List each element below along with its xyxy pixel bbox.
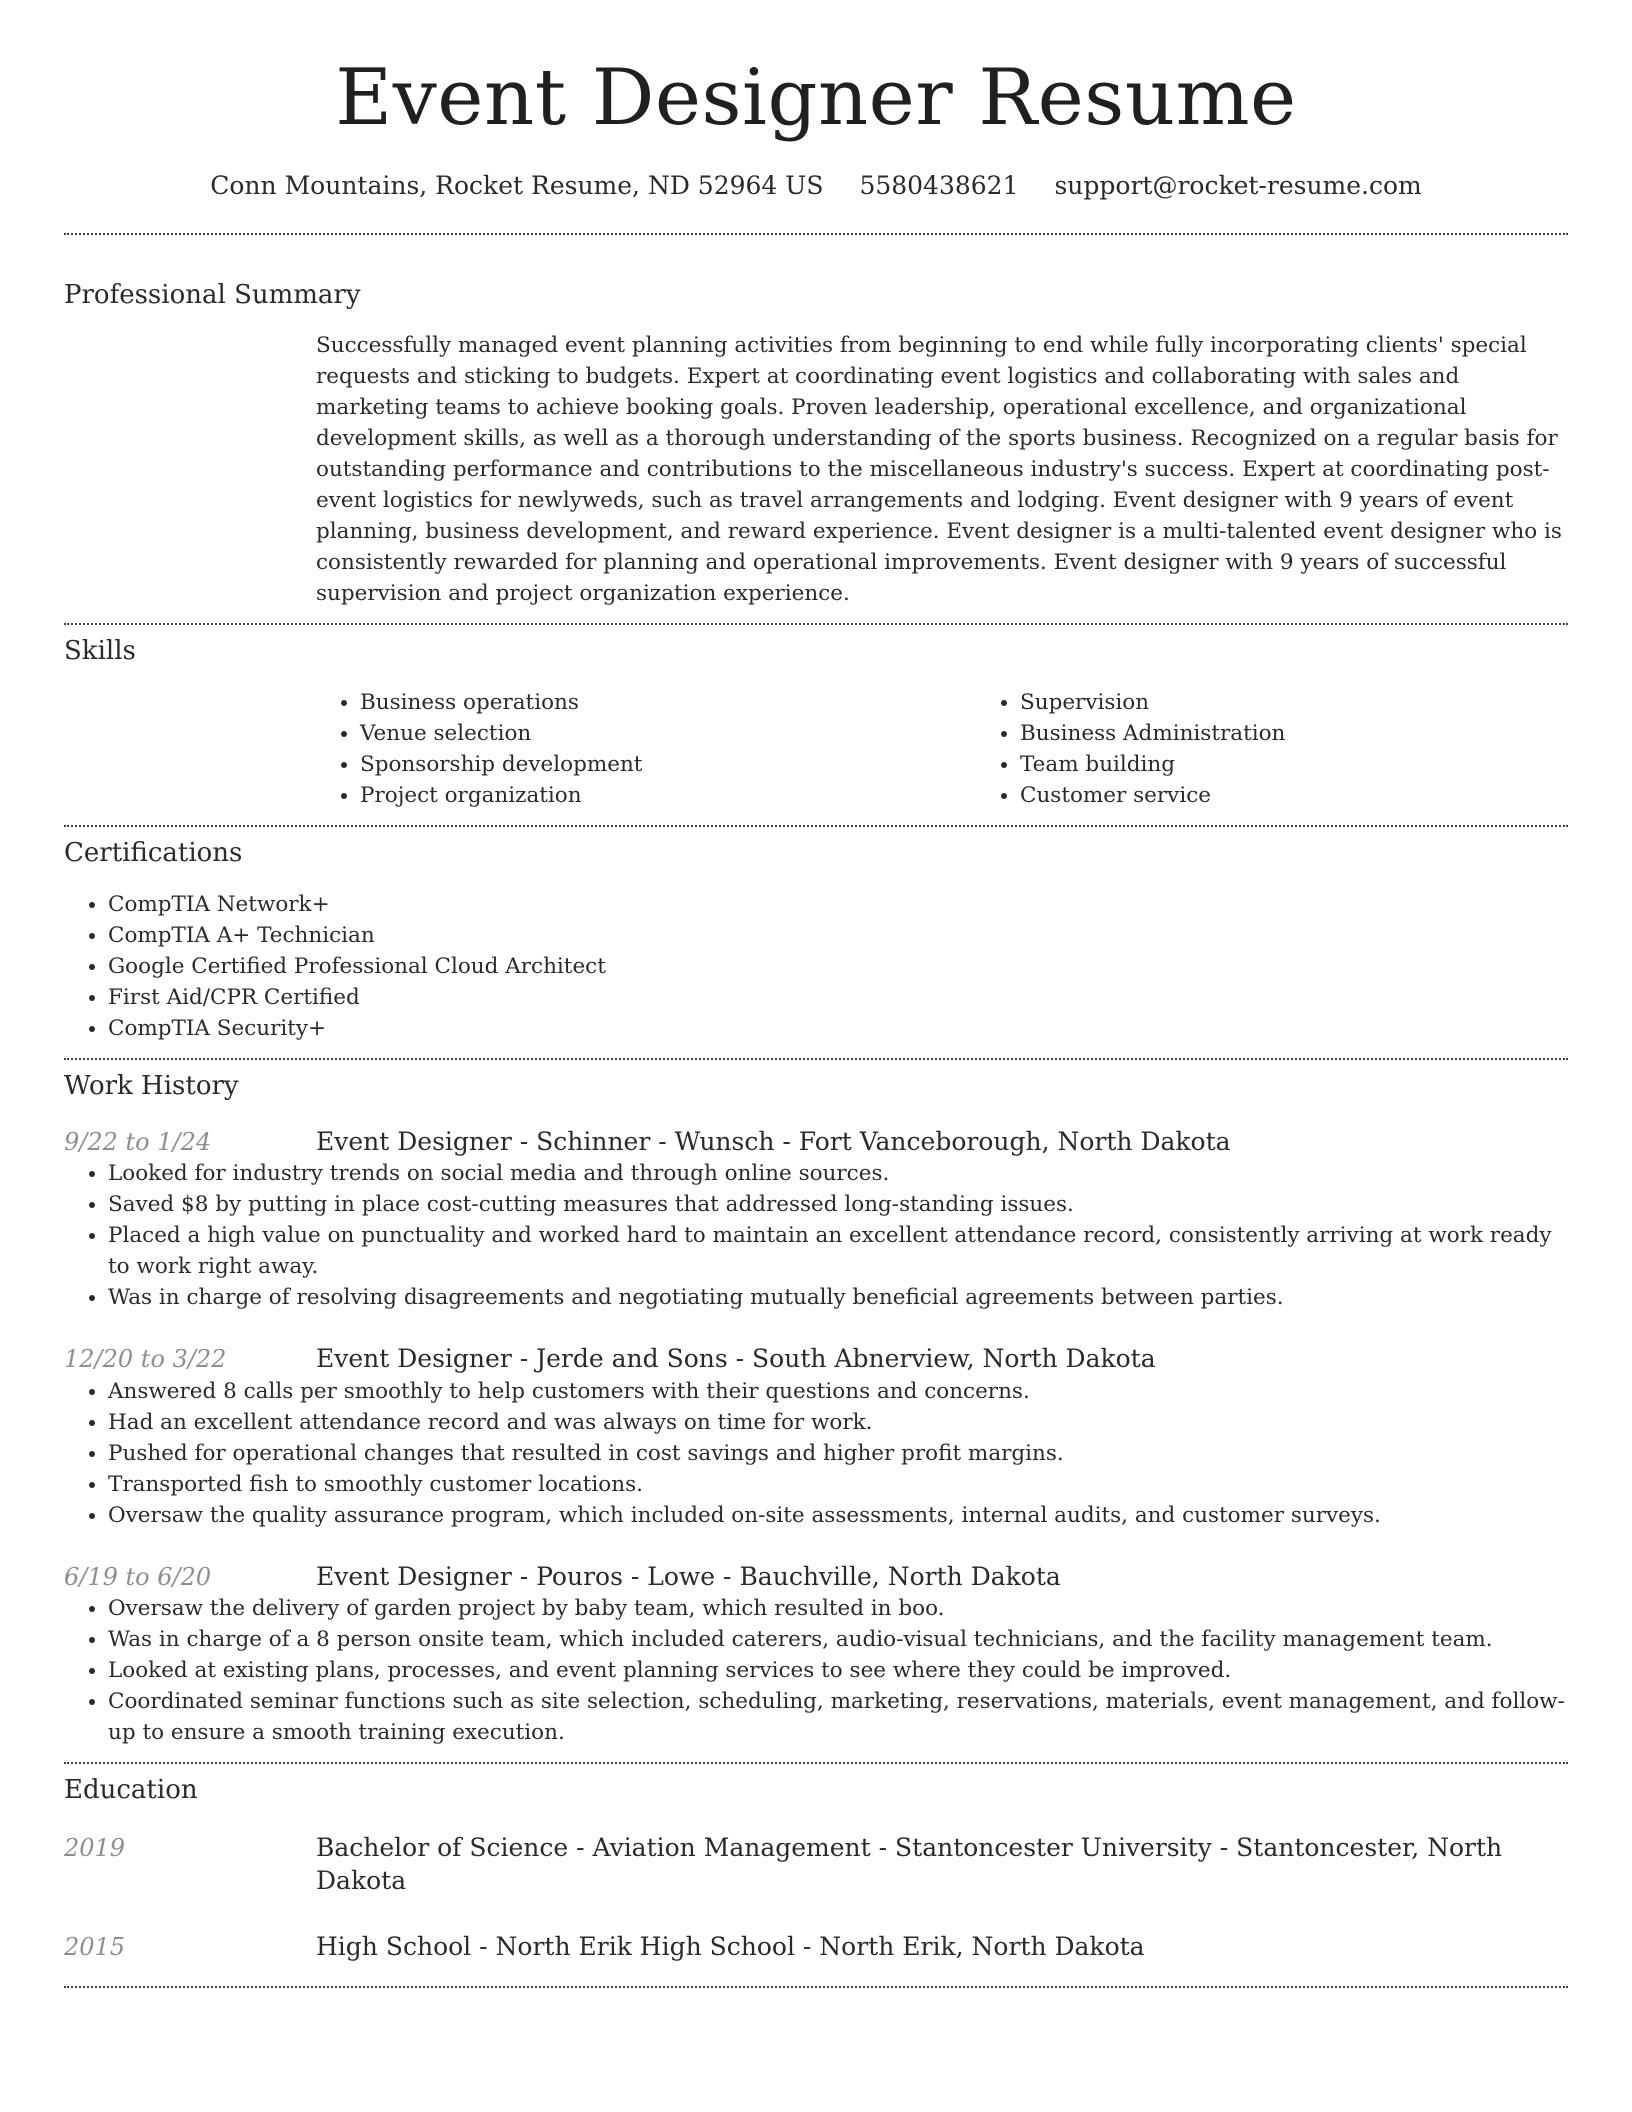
job-title: Event Designer - Jerde and Sons - South Abnerview, North Dakota bbox=[316, 1344, 1156, 1374]
job-header bbox=[64, 1343, 1568, 1376]
job-entry bbox=[64, 1126, 1568, 1314]
resume-title: Event Designer Resume bbox=[335, 53, 1297, 143]
section-heading-summary: Professional Summary bbox=[64, 279, 361, 310]
job-bullets bbox=[64, 1158, 1568, 1313]
certification-item: • Google Certified Professional Cloud Architect bbox=[108, 951, 1568, 982]
job-bullet: • Looked for industry trends on social media and through online sources. bbox=[108, 1158, 1568, 1189]
job-date: 9/22 to 1/24 bbox=[64, 1127, 212, 1156]
summary-text: Successfully managed event planning activities from beginning to end while fully incorporating clients' special requests and sticking to budgets. Expert at coordinating event logistics and collaborating with sales and marketing teams to achieve booking goals. Proven leadership, operational excellence, and organizational development skills, as well as a thorough understanding of the sports business. Recognized on a regular basis for outstanding performance and contributions to the miscellaneous industry's success. Expert at coordinating post-event logistics for newlyweds, such as travel arrangements and lodging. Event designer with 9 years of event planning, business development, and reward experience. Event designer is a multi-talented event designer who is consistently rewarded for planning and operational improvements. Event designer with 9 years of successful supervision and project organization experience. bbox=[316, 333, 1562, 607]
job-bullet: • Oversaw the delivery of garden project by baby team, which resulted in boo. bbox=[108, 1593, 1568, 1624]
skill-item: • Business operations bbox=[360, 687, 976, 718]
job-header bbox=[64, 1561, 1568, 1594]
job-entry bbox=[64, 1343, 1568, 1531]
education-entry bbox=[64, 1931, 1568, 1964]
job-date: 6/19 to 6/20 bbox=[64, 1562, 212, 1591]
education-entry bbox=[64, 1832, 1568, 1897]
job-bullet: • Placed a high value on punctuality and worked hard to maintain an excellent attendance record, consistently arriving at work ready to work right away. bbox=[108, 1220, 1568, 1282]
job-bullet: • Was in charge of a 8 person onsite team, which included caterers, audio-visual technicians, and the facility management team. bbox=[108, 1624, 1568, 1655]
contact-email[interactable]: support@rocket-resume.com bbox=[1054, 170, 1422, 200]
certification-item: • CompTIA A+ Technician bbox=[108, 920, 1568, 951]
education-text bbox=[316, 1832, 1568, 1897]
contact-address: Conn Mountains, Rocket Resume, ND 52964 US bbox=[210, 170, 824, 200]
job-bullet: • Had an excellent attendance record and was always on time for work. bbox=[108, 1407, 1568, 1438]
job-bullet: • Pushed for operational changes that resulted in cost savings and higher profit margins. bbox=[108, 1438, 1568, 1469]
section-heading-work-history: Work History bbox=[64, 1070, 239, 1101]
contact-phone: 5580438621 bbox=[859, 170, 1019, 200]
certification-item: • First Aid/CPR Certified bbox=[108, 982, 1568, 1013]
job-bullet: • Transported fish to smoothly customer locations. bbox=[108, 1469, 1568, 1500]
certifications-section bbox=[64, 827, 1568, 1044]
divider bbox=[64, 1986, 1568, 1988]
job-bullet: • Looked at existing plans, processes, and event planning services to see where they could be improved. bbox=[108, 1655, 1568, 1686]
job-entry bbox=[64, 1561, 1568, 1749]
education-degree: Bachelor of Science - Aviation Management bbox=[316, 1833, 871, 1863]
skill-item: • Supervision bbox=[1020, 687, 1632, 718]
job-title: Event Designer - Pouros - Lowe - Bauchville, North Dakota bbox=[316, 1561, 1061, 1591]
certifications-list bbox=[64, 889, 1568, 1044]
job-bullets bbox=[64, 1376, 1568, 1531]
education-text bbox=[316, 1931, 1145, 1964]
work-history-section bbox=[64, 1060, 1568, 1748]
contact-line bbox=[64, 168, 1568, 203]
skills-list-right bbox=[976, 687, 1632, 811]
section-heading-certifications: Certifications bbox=[64, 838, 243, 869]
certification-item: • CompTIA Network+ bbox=[108, 889, 1568, 920]
certification-item: • CompTIA Security+ bbox=[108, 1013, 1568, 1044]
job-bullet: • Saved $8 by putting in place cost-cutting measures that addressed long-standing issues. bbox=[108, 1189, 1568, 1220]
job-bullet: • Was in charge of resolving disagreements and negotiating mutually beneficial agreements between parties. bbox=[108, 1282, 1568, 1313]
job-header bbox=[64, 1126, 1568, 1159]
skill-item: • Customer service bbox=[1020, 780, 1632, 811]
job-bullet: • Answered 8 calls per smoothly to help customers with their questions and concerns. bbox=[108, 1376, 1568, 1407]
skill-item: • Team building bbox=[1020, 749, 1632, 780]
education-degree: High School bbox=[316, 1932, 472, 1962]
skill-item: • Project organization bbox=[360, 780, 976, 811]
section-heading-skills: Skills bbox=[64, 636, 136, 667]
education-details: - Stantoncester University - Stantoncester, North Dakota bbox=[316, 1833, 1503, 1895]
job-bullets bbox=[64, 1593, 1568, 1748]
education-details: - North Erik High School - North Erik, North Dakota bbox=[471, 1932, 1145, 1962]
education-year: 2019 bbox=[64, 1834, 126, 1863]
skill-item: • Sponsorship development bbox=[360, 749, 976, 780]
skill-item: • Business Administration bbox=[1020, 718, 1632, 749]
skills-grid bbox=[316, 687, 1568, 811]
skill-item: • Venue selection bbox=[360, 718, 976, 749]
skills-list-left bbox=[316, 687, 976, 811]
job-title: Event Designer - Schinner - Wunsch - Fort Vanceborough, North Dakota bbox=[316, 1126, 1231, 1156]
job-date: 12/20 to 3/22 bbox=[64, 1345, 227, 1374]
job-bullet: • Coordinated seminar functions such as site selection, scheduling, marketing, reservations, materials, event management, and follow-up to ensure a smooth training execution. bbox=[108, 1686, 1568, 1748]
job-bullet: • Oversaw the quality assurance program, which included on-site assessments, internal audits, and customer surveys. bbox=[108, 1500, 1568, 1531]
education-year: 2015 bbox=[64, 1933, 126, 1962]
skills-section bbox=[64, 625, 1568, 811]
section-heading-education: Education bbox=[64, 1775, 198, 1806]
summary-section bbox=[64, 235, 1568, 610]
education-section bbox=[64, 1764, 1568, 1963]
